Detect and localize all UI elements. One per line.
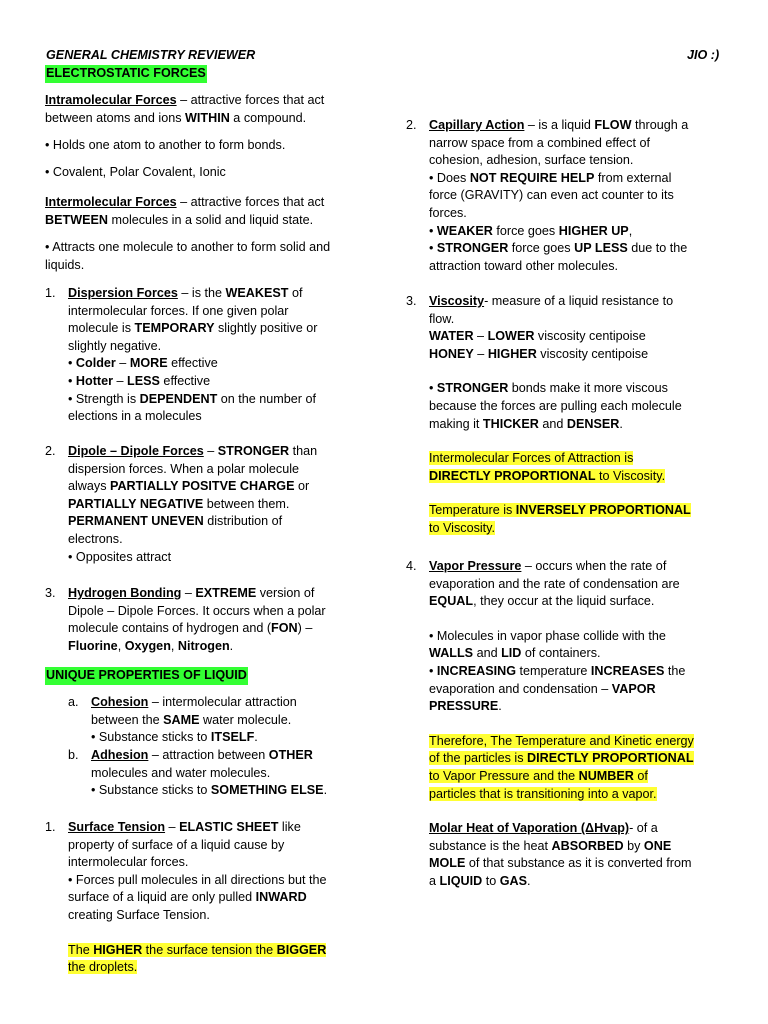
list-letter: b. xyxy=(68,748,79,762)
term-viscosity: Viscosity xyxy=(429,294,485,308)
list-number: 2. xyxy=(45,444,56,458)
list-item-dispersion: 1. Dispersion Forces – is the WEAKEST of intermolecular forces. If one given polar molecule is TEMPORARY slightly positive or slightly negative. • Colder – MORE effective • Hotter – LESS effective • Strength is DEPENDENT on the number of elections in a molecules xyxy=(45,286,318,424)
list-item-adhesion: b. Adhesion – attraction between OTHER molecules and water molecules. • Substance sticks to SOMETHING ELSE. xyxy=(68,748,328,798)
list-item-cohesion: a. Cohesion – intermolecular attraction between the SAME water molecule. • Substance sticks to ITSELF. xyxy=(68,695,297,745)
section-heading-electrostatic: ELECTROSTATIC FORCES xyxy=(45,65,207,83)
list-item-capillary-action: 2. Capillary Action – is a liquid FLOW through a narrow space from a combined effect of cohesion, adhesion, surface tension. • Does NOT REQUIRE HELP from external force (GRAVITY) can even act counter to its forces. • WEAKER force goes HIGHER UP, • STRONGER force goes UP LESS due to the attraction toward other molecules. xyxy=(406,118,689,273)
list-number: 3. xyxy=(406,294,417,308)
list-item-surface-tension: 1. Surface Tension – ELASTIC SHEET like property of surface of a liquid cause by intermolecular forces. • Forces pull molecules in all directions but the surface of a liquid are only pulled INWARD creating Surface Tension. The HIGHER the surface tension the BIGGER the droplets. xyxy=(45,820,327,975)
intramolecular-definition: Intramolecular Forces – attractive forces that act between atoms and ions WITHIN a compound. xyxy=(45,93,325,125)
term-capillary-action: Capillary Action xyxy=(429,118,525,132)
document-title: GENERAL CHEMISTRY REVIEWER xyxy=(46,48,256,62)
term-adhesion: Adhesion xyxy=(91,748,149,762)
section-heading-unique-properties: UNIQUE PROPERTIES OF LIQUID xyxy=(45,667,248,685)
intermolecular-bullet-1: • Attracts one molecule to another to form solid and liquids. xyxy=(45,240,331,272)
list-number: 1. xyxy=(45,820,56,834)
intramolecular-bullet-2: • Covalent, Polar Covalent, Ionic xyxy=(45,165,226,179)
term-dispersion-forces: Dispersion Forces xyxy=(68,286,178,300)
highlight-imf-viscosity: Intermolecular Forces of Attraction is xyxy=(429,451,634,466)
list-letter: a. xyxy=(68,695,79,709)
list-number: 2. xyxy=(406,118,417,132)
highlight-surface-tension-note: The HIGHER the surface tension the BIGGER xyxy=(68,942,327,957)
intermolecular-definition: Intermolecular Forces – attractive forces that act BETWEEN molecules in a solid and liquid state. xyxy=(45,195,325,227)
intramolecular-bullet-1: • Holds one atom to another to form bonds. xyxy=(45,138,286,152)
list-number: 3. xyxy=(45,586,56,600)
term-surface-tension: Surface Tension xyxy=(68,820,166,834)
list-item-hydrogen-bonding: 3. Hydrogen Bonding – EXTREME version of Dipole – Dipole Forces. It occurs when a polar molecule contains of hydrogen and (FON) – Fluorine, Oxygen, Nitrogen. xyxy=(45,586,326,653)
term-dipole-dipole-forces: Dipole – Dipole Forces xyxy=(68,444,204,458)
intramolecular-term: Intramolecular Forces xyxy=(45,93,177,107)
highlight-temperature-vapor-pressure: Therefore, The Temperature and Kinetic energy xyxy=(429,733,694,748)
term-cohesion: Cohesion xyxy=(91,695,149,709)
list-item-dipole: 2. Dipole – Dipole Forces – STRONGER than dispersion forces. When a polar molecule always PARTIALLY POSITVE CHARGE or PARTIALLY NEGATIVE between them. PERMANENT UNEVEN distribution of electrons. • Opposites attract xyxy=(45,444,318,564)
highlight-temperature-viscosity: Temperature is INVERSELY PROPORTIONAL xyxy=(429,503,691,518)
document-author-tag: JIO :) xyxy=(687,48,720,62)
intermolecular-term: Intermolecular Forces xyxy=(45,195,177,209)
term-hydrogen-bonding: Hydrogen Bonding xyxy=(68,586,182,600)
term-vapor-pressure: Vapor Pressure xyxy=(429,559,522,573)
list-item-viscosity: 3. Viscosity- measure of a liquid resistance to flow. WATER – LOWER viscosity centipoise HONEY – HIGHER viscosity centipoise • STRONGER bonds make it more viscous because the forces are pulling each molecule making it THICKER and DENSER. Intermolecular Forces of Attraction is DIRECTLY PROPORTIONAL to Viscosity. Temperature is INVERSELY PROPORTIONAL to Viscosity. xyxy=(406,294,691,535)
term-molar-heat-of-vaporation: Molar Heat of Vaporation (ΔHvap) xyxy=(429,821,630,836)
list-item-vapor-pressure: 4. Vapor Pressure – occurs when the rate of evaporation and the rate of condensation are EQUAL, they occur at the liquid surface. • Molecules in vapor phase collide with the WALLS and LID of containers. • INCREASING temperature INCREASES the evaporation and condensation – VAPOR PRESSURE. Therefore, The Temperature and Kinetic energy of the particles is DIRECTLY PROPORTIONAL to Vapor Pressure and the NUMBER of particles that is transitioning into a vapor. Molar Heat of Vaporation (ΔHvap)- of a substance is the heat ABSORBED by ONE MOLE of that substance as it is converted from a LIQUID to GAS. xyxy=(406,559,694,888)
list-number: 4. xyxy=(406,559,417,573)
list-number: 1. xyxy=(45,286,56,300)
